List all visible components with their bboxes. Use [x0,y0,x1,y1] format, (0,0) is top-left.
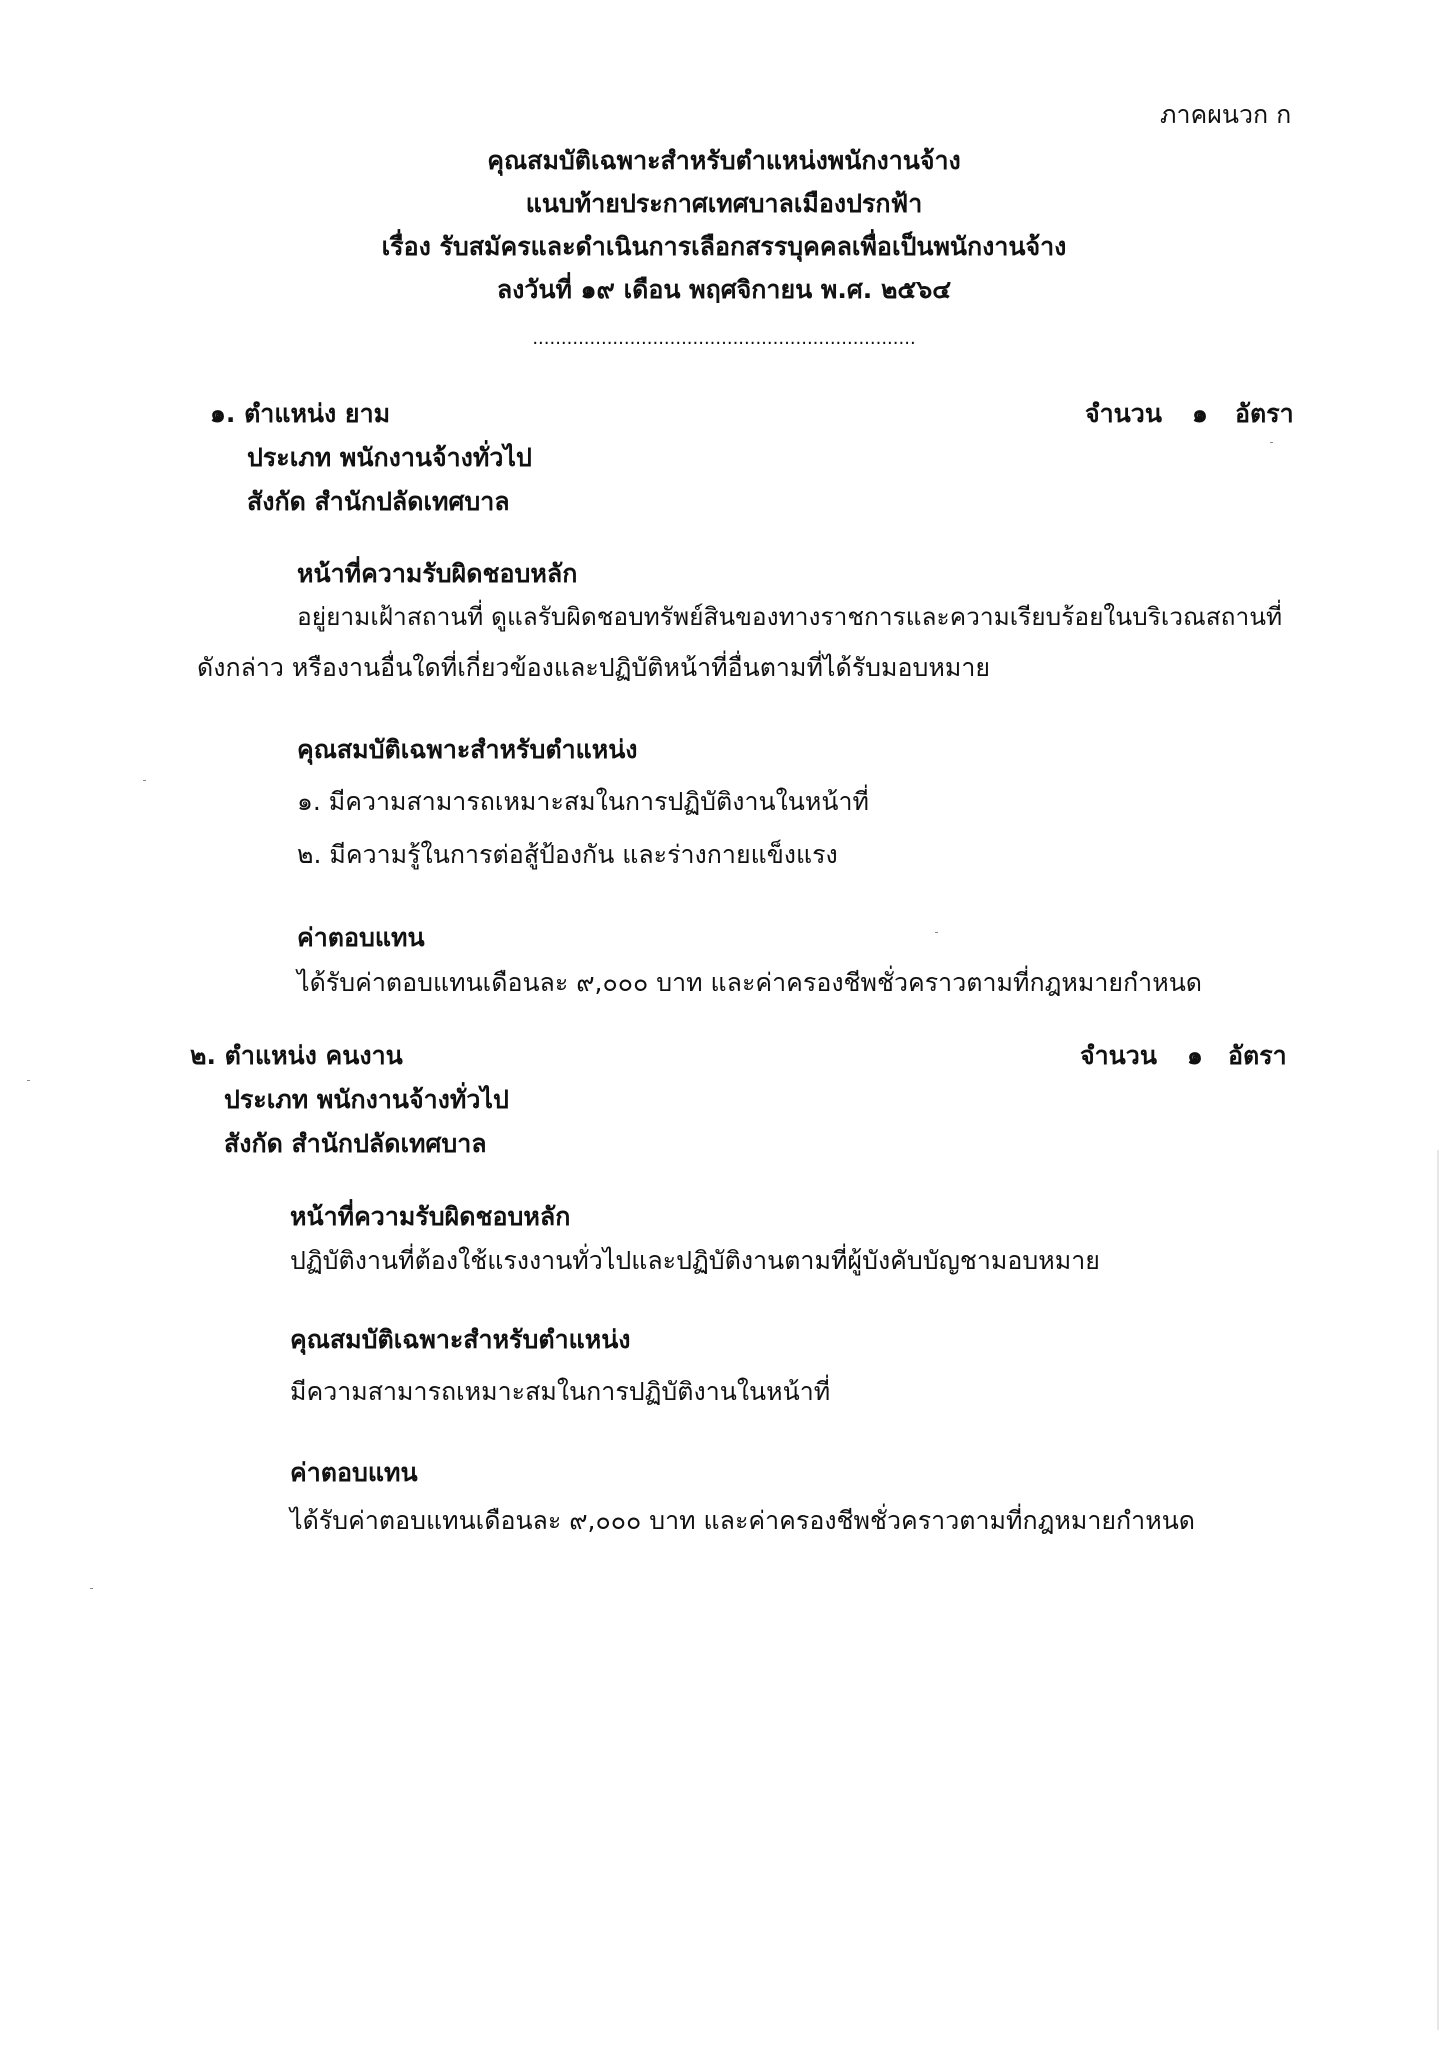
position-2-pay-heading: ค่าตอบแทน [290,1458,418,1487]
position-2-affiliation: สังกัด สำนักปลัดเทศบาล [224,1129,487,1158]
scan-speck [27,1080,30,1081]
position-1-pay-text: ได้รับค่าตอบแทนเดือนละ ๙,๐๐๐ บาท และค่าครองชีพชั่วคราวตามที่กฎหมายกำหนด [297,968,1203,997]
position-2-qualification-heading: คุณสมบัติเฉพาะสำหรับตำแหน่ง [290,1325,631,1354]
position-1-qualification-item-1: ๑. มีความสามารถเหมาะสมในการปฏิบัติงานในหน้าที่ [297,787,869,816]
position-2-qualification-text: มีความสามารถเหมาะสมในการปฏิบัติงานในหน้าที่ [290,1377,831,1406]
position-1-pay-heading: ค่าตอบแทน [297,923,425,952]
appendix-label: ภาคผนวก ก [1160,100,1292,129]
position-2-type: ประเภท พนักงานจ้างทั่วไป [224,1085,509,1114]
position-2-duty-heading: หน้าที่ความรับผิดชอบหลัก [290,1202,571,1231]
header-subject: เรื่อง รับสมัครและดำเนินการเลือกสรรบุคคลเพื่อเป็นพนักงานจ้าง [381,232,1067,261]
scan-speck [1270,442,1273,443]
position-1-count-unit: อัตรา [1235,399,1294,428]
position-1-title: ๑. ตำแหน่ง ยาม [210,399,391,428]
header-title: คุณสมบัติเฉพาะสำหรับตำแหน่งพนักงานจ้าง [487,146,961,175]
position-2-duty-text: ปฏิบัติงานที่ต้องใช้แรงงานทั่วไปและปฏิบัติงานตามที่ผู้บังคับบัญชามอบหมาย [290,1246,1100,1275]
scan-speck [90,1588,93,1589]
position-1-qualification-item-2: ๒. มีความรู้ในการต่อสู้ป้องกัน และร่างกายแข็งแรง [297,840,838,869]
scan-speck [143,780,146,781]
position-1-qualification-heading: คุณสมบัติเฉพาะสำหรับตำแหน่ง [297,735,638,764]
position-1-count-value: ๑ [1192,399,1208,428]
position-1-duty-heading: หน้าที่ความรับผิดชอบหลัก [297,559,578,588]
header-attachment: แนบท้ายประกาศเทศบาลเมืองปรกฟ้า [525,189,923,218]
position-1-count-label: จำนวน [1085,399,1162,428]
position-2-count-unit: อัตรา [1228,1041,1287,1070]
scan-edge-shadow [1437,1150,1439,2030]
position-1-type: ประเภท พนักงานจ้างทั่วไป [247,443,532,472]
scan-speck [935,932,938,933]
position-2-count-value: ๑ [1187,1041,1203,1070]
position-1-duty-text-line1: อยู่ยามเฝ้าสถานที่ ดูแลรับผิดชอบทรัพย์สินของทางราชการและความเรียบร้อยในบริเวณสถานที่ [297,602,1283,631]
position-2-title: ๒. ตำแหน่ง คนงาน [190,1041,403,1070]
position-2-count-label: จำนวน [1080,1041,1157,1070]
header-separator: ................................................................... [532,328,916,349]
position-1-duty-text-line2: ดังกล่าว หรืองานอื่นใดที่เกี่ยวข้องและปฏิบัติหน้าที่อื่นตามที่ได้รับมอบหมาย [197,653,991,682]
position-1-affiliation: สังกัด สำนักปลัดเทศบาล [247,487,510,516]
position-2-pay-text: ได้รับค่าตอบแทนเดือนละ ๙,๐๐๐ บาท และค่าครองชีพชั่วคราวตามที่กฎหมายกำหนด [290,1506,1196,1535]
header-date: ลงวันที่ ๑๙ เดือน พฤศจิกายน พ.ศ. ๒๕๖๔ [496,275,952,304]
